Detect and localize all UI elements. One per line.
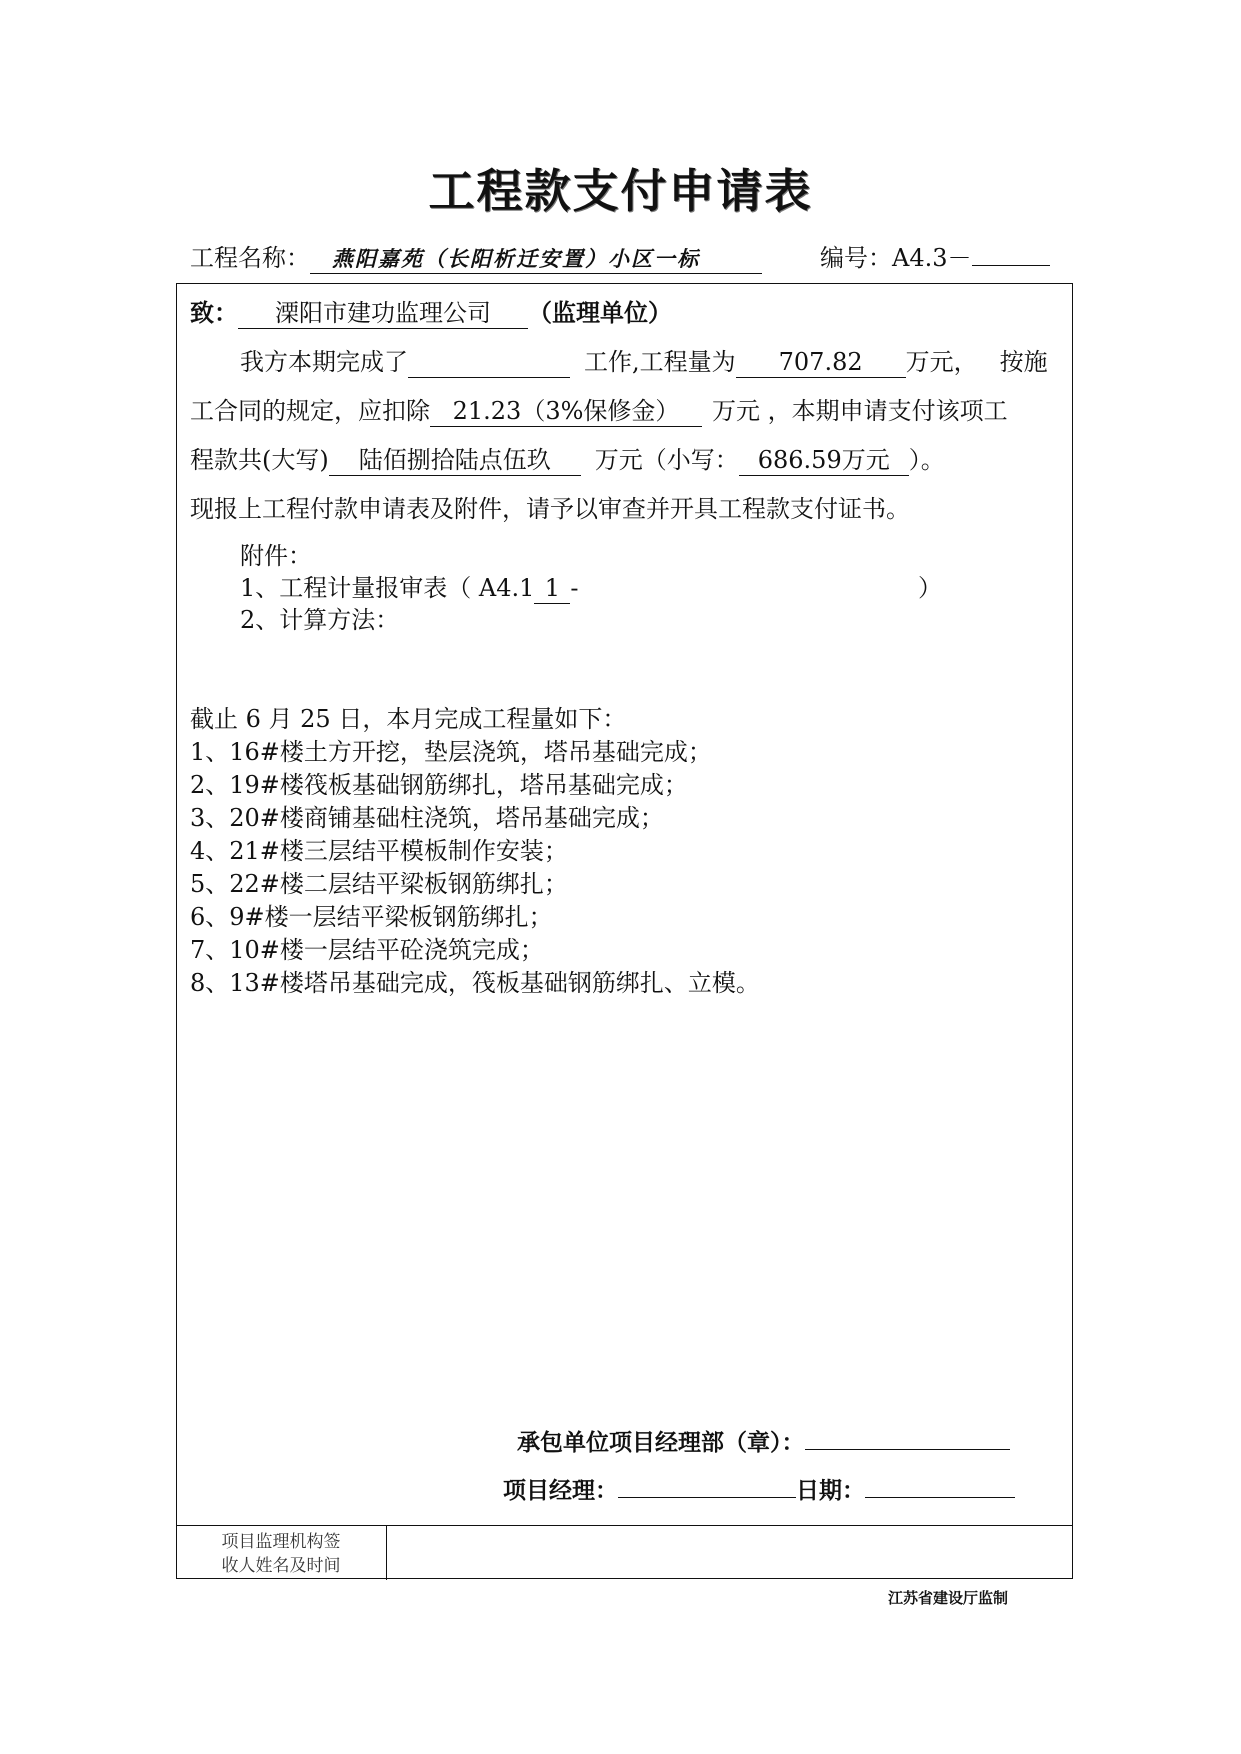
progress-item: 5、22#楼二层结平梁板钢筋绑扎； <box>190 870 568 898</box>
progress-item: 4、21#楼三层结平模板制作安装； <box>190 837 568 865</box>
to-label: 致： <box>190 299 238 327</box>
date-field[interactable] <box>865 1477 1015 1498</box>
supervisor-company-field[interactable]: 溧阳市建功监理公司 <box>238 298 528 329</box>
progress-item: 7、10#楼一层结平砼浇筑完成； <box>190 936 544 964</box>
body-line-2 <box>190 396 1008 427</box>
body-text: 工合同的规定，应扣除 <box>190 397 430 425</box>
form-code-label: 编号：A4.3－ <box>820 244 972 272</box>
progress-item: 1、16#楼土方开挖，垫层浇筑，塔吊基础完成； <box>190 738 712 766</box>
progress-item: 6、9#楼一层结平梁板钢筋绑扎； <box>190 903 553 931</box>
contractor-dept-row <box>517 1424 1010 1457</box>
attachment-item-2: 2、计算方法： <box>240 606 400 634</box>
body-text: 我方本期完成了 <box>240 348 408 376</box>
attachment-close-paren: ） <box>918 574 942 602</box>
attachment-number-field[interactable]: 1 <box>534 573 570 604</box>
body-text: 万元（小写： <box>594 446 739 474</box>
total-uppercase-field[interactable]: 陆佰捌拾陆点伍玖 <box>329 445 581 476</box>
project-name-field[interactable]: 燕阳嘉苑（长阳析迁安置）小区一标 <box>310 243 762 274</box>
manager-signature-field[interactable] <box>618 1477 796 1498</box>
project-label: 工程名称： <box>190 244 310 272</box>
body-text: 按施 <box>999 348 1048 376</box>
body-line-4: 现报上工程付款申请表及附件，请予以审查并开具工程款支付证书。 <box>190 495 910 523</box>
amount-field[interactable]: 707.82 <box>736 347 906 378</box>
form-title: 工程款支付申请表 <box>428 164 813 218</box>
work-field[interactable] <box>408 347 570 378</box>
manager-date-row <box>503 1472 1015 1505</box>
body-text: 工作,工程量为 <box>584 348 736 376</box>
attachment-text: 1、工程计量报审表（ A4.1 <box>240 574 535 602</box>
receipt-row <box>176 1525 1073 1580</box>
progress-item: 3、20#楼商铺基础柱浇筑，塔吊基础完成； <box>190 804 664 832</box>
addressee-row <box>190 298 672 329</box>
contractor-seal-field[interactable] <box>805 1429 1010 1450</box>
form-code-row <box>820 238 1050 273</box>
date-label: 日期： <box>796 1478 865 1504</box>
project-name-row <box>190 238 762 274</box>
body-text: 程款共(大写) <box>190 446 329 474</box>
deduction-field[interactable]: 21.23（3%保修金） <box>430 396 702 427</box>
attachment-text: - <box>570 574 579 602</box>
receipt-label <box>176 1526 387 1580</box>
body-text: 万元 ，本期申请支付该项工 <box>712 397 1008 425</box>
attachment-item-1 <box>240 573 579 604</box>
body-text: 万元， <box>905 348 978 376</box>
body-line-3 <box>190 445 945 476</box>
issuer-footer: 江苏省建设厅监制 <box>888 1589 1009 1607</box>
manager-label: 项目经理： <box>503 1478 618 1504</box>
progress-item: 8、13#楼塔吊基础完成，筏板基础钢筋绑扎、立模。 <box>190 969 760 997</box>
receipt-label-line: 收人姓名及时间 <box>221 1556 341 1576</box>
body-line-1 <box>240 347 1048 378</box>
form-code-field[interactable] <box>972 265 1050 266</box>
total-lowercase-field[interactable]: 686.59万元 <box>739 445 909 476</box>
receipt-label-line: 项目监理机构签 <box>221 1532 341 1552</box>
contractor-dept-label: 承包单位项目经理部（章）： <box>517 1430 805 1456</box>
progress-intro: 截止 6 月 25 日，本月完成工程量如下： <box>190 705 627 733</box>
to-suffix: （监理单位） <box>528 299 672 327</box>
receipt-signature-field[interactable] <box>388 1526 1072 1580</box>
attachments-label: 附件： <box>240 542 312 570</box>
progress-item: 2、19#楼筏板基础钢筋绑扎，塔吊基础完成； <box>190 771 688 799</box>
body-text: ）。 <box>908 446 945 474</box>
